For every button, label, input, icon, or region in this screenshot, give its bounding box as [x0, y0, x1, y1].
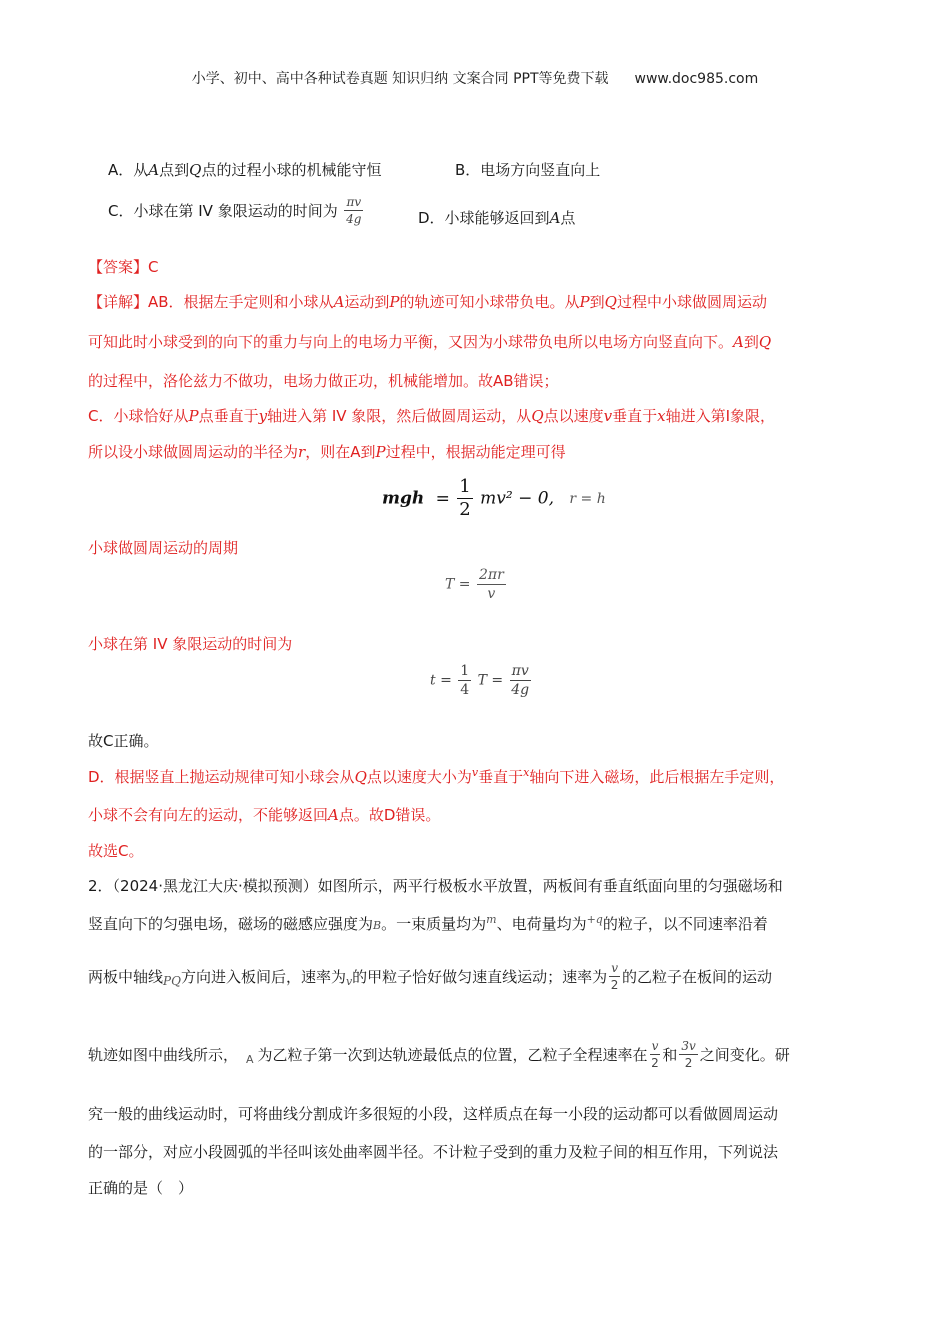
detail-d-line-2: 小球不会有向左的运动，不能够返回A点。故D错误。 — [88, 806, 441, 824]
energy-equation: mgh = $\frac{1}{2}$ mv² − 0, r = h — [382, 476, 606, 520]
q2-line-2: 竖直向下的匀强电场，磁场的磁感应强度为B。一束质量均为$^m$、电荷量均为$^{+q}$的粒子，以不同速率沿着 — [88, 913, 768, 933]
option-c: C．小球在第 IV 象限运动的时间为 $\frac{\pi v}{4g}$ — [108, 195, 362, 226]
final-answer: 故选C。 — [88, 842, 144, 860]
header-site: www.doc985.com — [634, 71, 759, 87]
period-label: 小球做圆周运动的周期 — [88, 539, 239, 557]
answer-label: 【答案】C — [88, 258, 159, 276]
q2-line-5: 究一般的曲线运动时，可将曲线分割成许多很短的小段，这样质点在每一小段的运动都可以看做圆周运动 — [88, 1105, 779, 1123]
q2-line-7: 正确的是（ ） — [88, 1179, 194, 1197]
detail-d-line-1: D．根据竖直上抛运动规律可知小球会从Q点以速度大小为$^v$垂直于$^x$轴向下进入磁场，此后根据左手定则， — [88, 766, 785, 786]
period-equation: T = $\frac{2\pi r}{v}$ — [445, 567, 504, 602]
option-d: D．小球能够返回到A点 — [418, 209, 576, 227]
page-header — [0, 68, 950, 88]
detail-line-3: 的过程中，洛伦兹力不做功，电场力做正功，机械能增加。故AB错误； — [88, 372, 559, 390]
q2-line-4: 轨迹如图中曲线所示， $_A$ 为乙粒子第一次到达轨迹最低点的位置，乙粒子全程速率在 $\frac{v}{2}$ 和 $\frac{3v}{2}$ 之间变化。研 — [88, 1039, 790, 1070]
q2-line-3: 两板中轴线$_{PQ}$方向进入板间后，速率为$_v$的甲粒子恰好做匀速直线运动；速率为 $\frac{v}{2}$ 的乙粒子在板间的运动 — [88, 961, 772, 992]
option-a: A．从A点到Q点的过程小球的机械能守恒 — [108, 161, 382, 179]
time-label: 小球在第 IV 象限运动的时间为 — [88, 635, 293, 653]
option-b: B．电场方向竖直向上 — [455, 161, 601, 179]
q2-line-6: 的一部分，对应小段圆弧的半径叫该处曲率圆半径。不计粒子受到的重力及粒子间的相互作用，下列说法 — [88, 1143, 779, 1161]
frac-piv-4g: $\frac{\pi v}{4g}$ — [346, 195, 362, 226]
detail-line-2: 可知此时小球受到的向下的重力与向上的电场力平衡，又因为小球带负电所以电场方向竖直向下。A到Q — [88, 333, 772, 351]
detail-line-5: 所以设小球做圆周运动的半径为r，则在A到P过程中，根据动能定理可得 — [88, 443, 566, 461]
header-text: 小学、初中、高中各种试卷真题 知识归纳 文案合同 PPT等免费下载 — [191, 71, 609, 87]
detail-line-4: C．小球恰好从P点垂直于y轴进入第 IV 象限，然后做圆周运动，从Q点以速度v垂直于x轴进入第Ⅰ象限， — [88, 407, 776, 425]
q2-line-1: 2．（2024·黑龙江大庆·模拟预测）如图所示，两平行极板水平放置，两板间有垂直纸面向里的匀强磁场和 — [88, 877, 783, 895]
c-correct: 故C正确。 — [88, 732, 159, 750]
time-equation: t = $\frac{1}{4}$ T = $\frac{\pi v}{4g}$ — [430, 663, 530, 698]
detail-line-1: 【详解】AB．根据左手定则和小球从A运动到P的轨迹可知小球带负电。从P到Q过程中小球做圆周运动 — [88, 293, 767, 311]
